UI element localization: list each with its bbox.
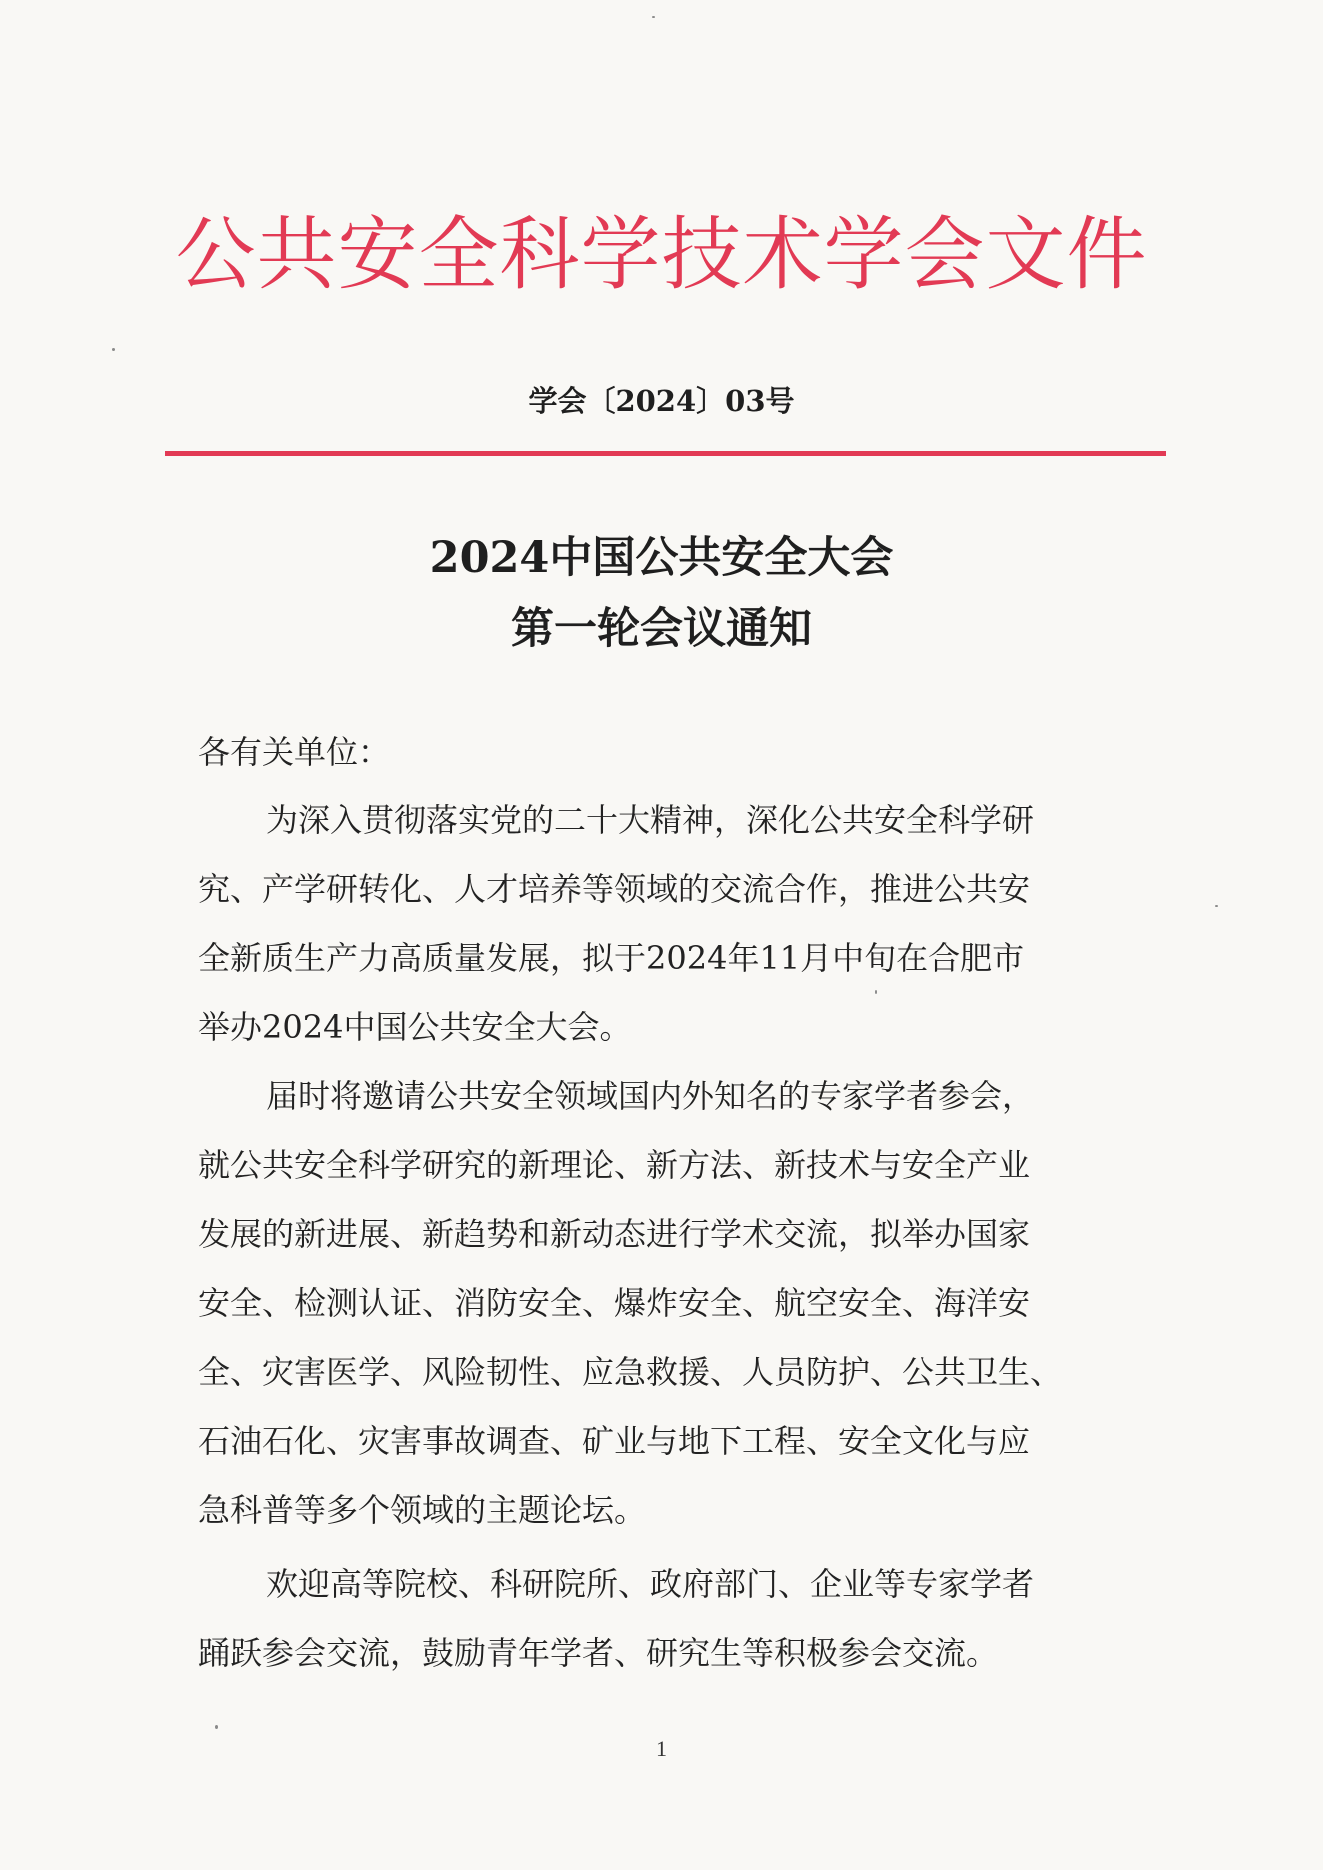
body-text: 全、灾害医学、风险韧性、应急救援、人员防护、公共卫生、	[198, 1353, 1063, 1391]
body-text: 究、产学研转化、人才培养等领域的交流合作，推进公共安	[198, 870, 1031, 908]
document-title-line-1: 2024中国公共安全大会	[429, 533, 894, 583]
body-text: 就公共安全科学研究的新理论、新方法、新技术与安全产业	[198, 1146, 1031, 1184]
red-divider-line	[165, 451, 1166, 456]
body-text: 为深入贯彻落实党的二十大精神，深化公共安全科学研	[266, 801, 1035, 839]
body-text: 全新质生产力高质量发展，拟于2024年11月中旬在合肥市	[198, 939, 1025, 977]
body-text: 踊跃参会交流，鼓励青年学者、研究生等积极参会交流。	[198, 1634, 999, 1672]
body-text: 举办2024中国公共安全大会。	[198, 1008, 632, 1046]
body-text: 发展的新进展、新趋势和新动态进行学术交流，拟举办国家	[198, 1215, 1031, 1253]
scan-speck	[875, 990, 877, 994]
body-text: 欢迎高等院校、科研院所、政府部门、企业等专家学者	[266, 1565, 1035, 1603]
scan-speck	[652, 16, 655, 18]
scan-speck	[112, 348, 115, 351]
document-number: 学会〔2024〕03号	[528, 384, 795, 418]
document-title-line-2: 第一轮会议通知	[511, 604, 812, 654]
page-number: 1	[656, 1736, 667, 1761]
body-text: 石油石化、灾害事故调查、矿业与地下工程、安全文化与应	[198, 1422, 1031, 1460]
organization-header: 公共安全科学技术学会文件	[175, 208, 1148, 301]
scan-speck	[215, 1725, 218, 1729]
scan-speck	[1215, 905, 1218, 907]
salutation: 各有关单位：	[198, 733, 391, 771]
body-text: 安全、检测认证、消防安全、爆炸安全、航空安全、海洋安	[198, 1284, 1031, 1322]
body-text: 急科普等多个领域的主题论坛。	[198, 1491, 647, 1529]
body-text: 届时将邀请公共安全领域国内外知名的专家学者参会，	[266, 1077, 1035, 1115]
